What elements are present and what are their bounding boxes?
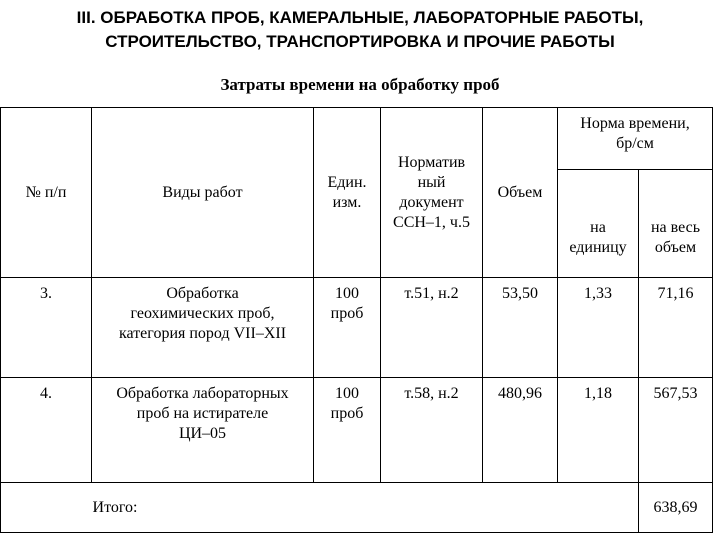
header-per-unit: на единицу	[558, 170, 639, 278]
table-caption: Затраты времени на обработку проб	[220, 75, 500, 94]
header-num: № п/п	[1, 108, 92, 278]
time-costs-table	[0, 107, 713, 533]
row-per-unit: 1,18	[558, 378, 639, 483]
header-row-1	[1, 108, 713, 170]
page-title	[0, 6, 720, 54]
row-volume: 480,96	[483, 378, 558, 483]
table-row	[1, 278, 713, 378]
row-total: 71,16	[639, 278, 713, 378]
row-norm: т.51, н.2	[381, 278, 483, 378]
header-unit: Един. изм.	[314, 108, 381, 278]
header-total-volume: на весь объем	[639, 170, 713, 278]
header-time-norm: Норма времени, бр/см	[558, 108, 713, 170]
row-unit: 100 проб	[314, 378, 381, 483]
row-num: 3.	[1, 278, 92, 378]
row-work-type: Обработка геохимических проб, категория пород VII–XII	[92, 278, 314, 378]
row-work-type: Обработка лабораторных проб на истирателе ЦИ–05	[92, 378, 314, 483]
row-norm: т.58, н.2	[381, 378, 483, 483]
row-unit: 100 проб	[314, 278, 381, 378]
table-row	[1, 378, 713, 483]
header-norm-document: Норматив ный документ ССН–1, ч.5	[381, 108, 483, 278]
row-per-unit: 1,33	[558, 278, 639, 378]
row-total: 567,53	[639, 378, 713, 483]
total-value: 638,69	[639, 483, 713, 533]
title-line-1: III. ОБРАБОТКА ПРОБ, КАМЕРАЛЬНЫЕ, ЛАБОРАТОРНЫЕ РАБОТЫ,	[76, 8, 644, 27]
row-volume: 53,50	[483, 278, 558, 378]
header-work-type: Виды работ	[92, 108, 314, 278]
row-num: 4.	[1, 378, 92, 483]
total-label-cell	[1, 483, 639, 533]
title-line-2: СТРОИТЕЛЬСТВО, ТРАНСПОРТИРОВКА И ПРОЧИЕ РАБОТЫ	[105, 32, 615, 51]
header-volume: Объем	[483, 108, 558, 278]
total-row	[1, 483, 713, 533]
total-label: Итого:	[92, 498, 138, 516]
